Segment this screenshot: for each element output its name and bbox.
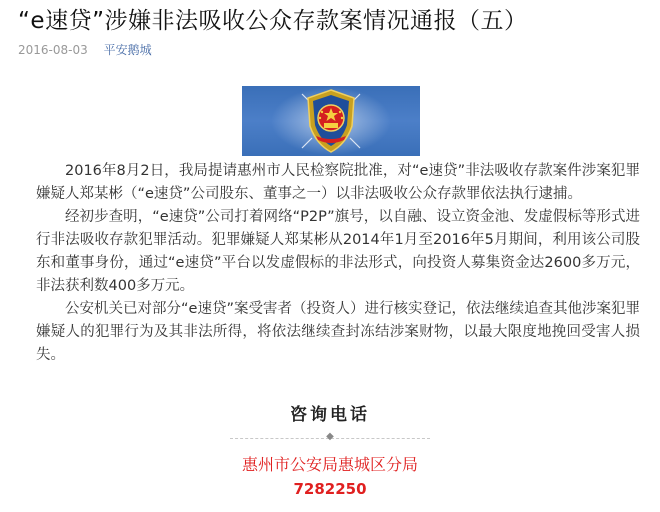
paragraph-3: 公安机关已对部分“e速贷”案受害者（投资人）进行核实登记，依法继续追查其他涉案犯罪嫌疑人的犯罪行为及其非法所得，将依法继续查封冻结涉案财物，以最大限度地挽回受害人损失。 — [36, 301, 640, 363]
paragraph-2: 经初步查明，“e速贷”公司打着网络“P2P”旗号，以自融、设立资金池、发虚假标等形式进行非法吸收存款犯罪活动。犯罪嫌疑人郑某彬从2014年1月至2016年5月期间，利用该公司股东和董事身份，通过“e速贷”平台以发虚假标的非法形式，向投资人募集资金达2600多万元，非法获利数400多万元。 — [36, 209, 640, 294]
contact-heading: 咨询电话 — [290, 405, 370, 425]
article-meta — [18, 42, 152, 58]
police-emblem-icon — [242, 86, 420, 156]
divider-dot-icon: ◆ — [326, 431, 334, 442]
article-title: “e速贷”涉嫌非法吸收公众存款案情况通报（五） — [18, 8, 528, 34]
article-body — [36, 160, 640, 367]
contact-phone[interactable]: 7282250 — [293, 480, 367, 498]
author-link[interactable]: 平安鹅城 — [103, 43, 152, 57]
police-emblem-banner — [242, 86, 420, 156]
publish-date: 2016-08-03 — [18, 43, 88, 57]
paragraph-1: 2016年8月2日，我局提请惠州市人民检察院批准，对“e速贷”非法吸收存款案件涉案犯罪嫌疑人郑某彬（“e速贷”公司股东、董事之一）以非法吸收公众存款罪依法执行逮捕。 — [36, 163, 640, 202]
contact-organization: 惠州市公安局惠城区分局 — [241, 455, 418, 474]
